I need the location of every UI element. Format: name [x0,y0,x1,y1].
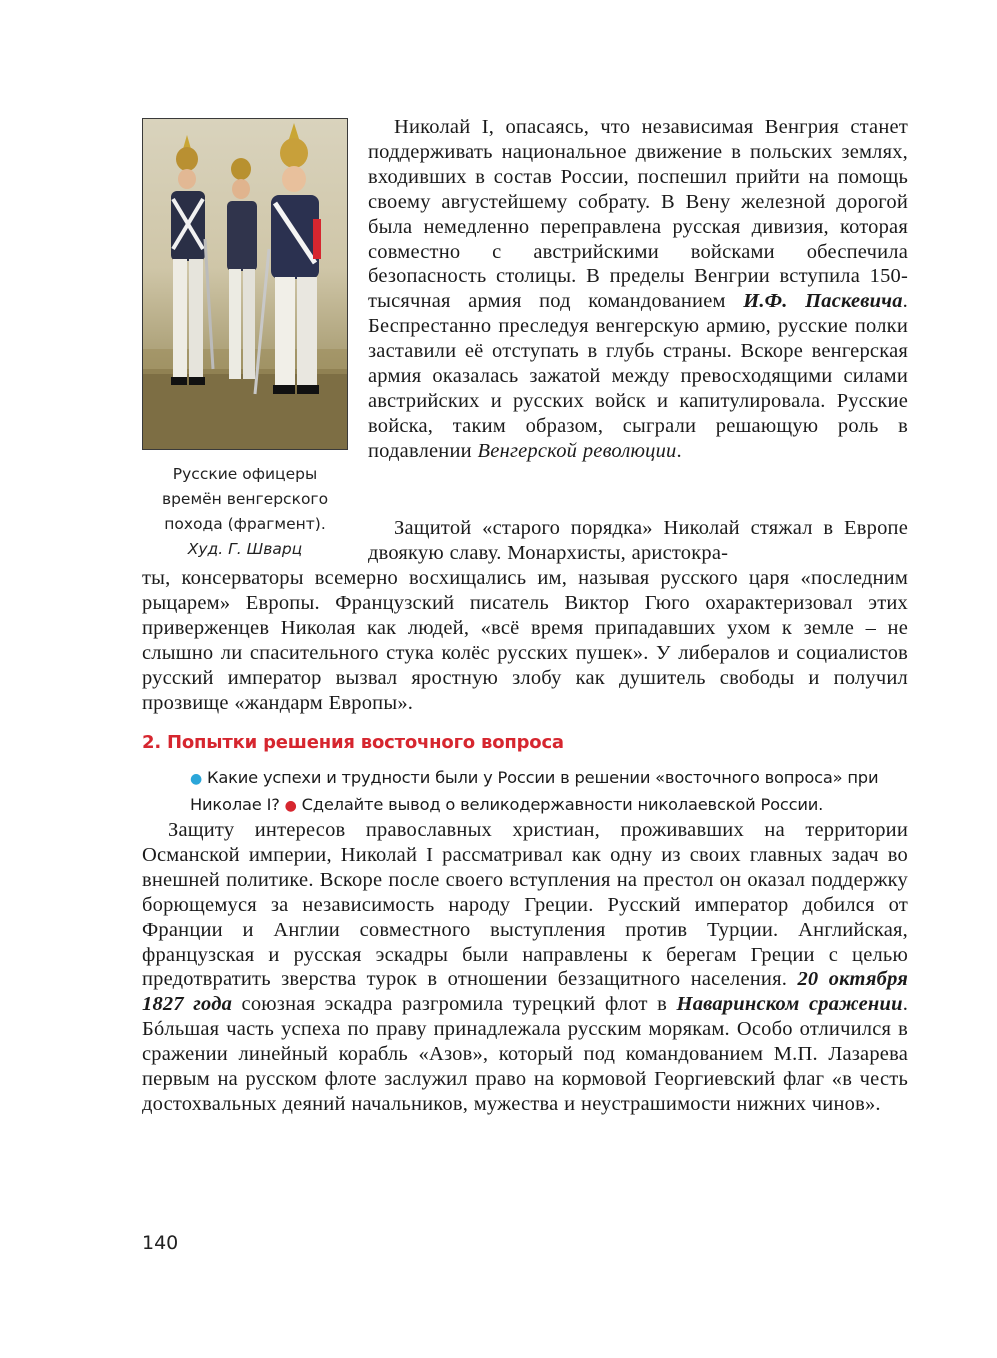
text: . Беспрестанно преследуя венгерскую армию, русские полки заставили её отступать в глубь страны. Вскоре венгерская армия оказалась зажатой между превосходящими силами австрийских и русских войск и капитулировала. Русские войска, таким образом, сыграли решающую роль в подавлении [368,290,908,462]
red-bullet-icon: ● [284,798,297,814]
caption-line: Русские офицеры [172,465,318,483]
text: . [676,439,682,462]
section-title: 2. Попытки решения восточного вопроса [142,732,564,753]
caption-line: похода (фрагмент). [164,515,326,533]
section-questions [190,765,912,819]
emphasis-paskevich: И.Ф. Паскевича [743,290,903,313]
page-number: 140 [142,1232,179,1254]
officers-painting [142,118,348,450]
paragraph-order-start: Защитой «старого порядка» Николай стяжал в Европе двоякую славу. Монархисты, аристокра- [368,517,908,564]
caption-line: времён венгерского [161,490,329,508]
blue-bullet-icon: ● [190,771,203,787]
text: Николай I, опасаясь, что независимая Венгрия станет поддерживать национальное движение в польских землях, входивших в состав России, поспешил прийти на помощь своему августейшему собрату. В Вену железной дорогой была немедленно переправлена русская дивизия, которая совместно с австрийскими войсками обеспечила безопасность столицы. В пределы Венгрии вступила 150-тысячная армия под командованием [368,116,908,313]
caption-author: Худ. Г. Шварц [187,540,303,558]
emphasis-navarino: Наваринском сражении [676,993,903,1016]
text: . Бóльшая часть успеха по праву принадлежала русским морякам. Особо отличился в сражении линейный корабль «Азов», который под командованием М.П. Лазарева первым на русском флоте заслужил право на кормовой Георгиевский флаг «в честь достохвальных деяний начальников, мужества и неустрашимости нижних чинов». [142,993,909,1115]
text: союзная эскадра разгромила турецкий флот в [232,993,677,1016]
text: Защиту интересов православных христиан, проживавших на территории Османской империи, Николай I рассматривал как одну из своих главных задач во внешней политике. Вскоре после своего вступления на престол он оказал поддержку борющемуся за независимость народу Греции. Русский император добился от Франции и Англии совместного выступления против Турции. Английская, французская и русская эскадры были направлены к берегам Греции с целью предотвратить зверства турок в отношении беззащитного населения. [142,819,908,991]
figure-caption [142,462,348,562]
paragraph-greece [142,818,908,1117]
question-2: Сделайте вывод о великодержавности николаевской России. [301,795,824,814]
paragraph-hungary [368,115,908,464]
emphasis-date: 20 октября 1827 года [142,968,909,1016]
emphasis-revolution: Венгерской революции [477,439,677,462]
paragraph-order-rest: ты, консерваторы всемерно восхищались им, называя русского царя «последним рыцарем» Европы. Французский писатель Виктор Гюго охарактеризовал этих приверженцев Николая как людей, «всё время припадавших ухом к земле – не слышно ли спасительного стука колёс русских пушек». У либералов и социалистов русский император вызвал яростную злобу как душитель свободы и получил прозвище «жандарм Европы». [142,567,908,714]
question-1: Какие успехи и трудности были у России в решении «восточного вопроса» при Николае I? [190,768,879,814]
